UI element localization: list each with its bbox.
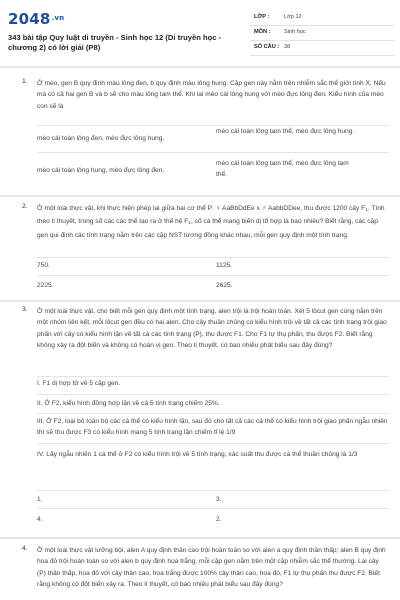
meta-value: 38 [284,44,291,50]
question-divider [0,195,400,197]
question-divider [0,537,400,539]
option-divider [37,275,389,276]
subscript: 1 [365,208,368,213]
statement-divider [37,413,389,414]
option-a[interactable]: 750. [37,262,50,269]
question-text: Ở mèo, gen B quy định màu lông đen, b quy định màu lông hung. Cặp gen này nằm trên nhiễm sắc thể giới tính X. Nếu mà có cả hai gen B và b sẽ cho màu lông tam thể. Khi lai mèo cái lông hung với mèo đực lông đen. Kiểu hình của mèo con sẽ là [37,80,386,110]
question-divider [0,300,400,302]
option-b[interactable]: 3. [216,496,222,503]
option-divider [37,508,389,509]
question-1 [8,78,394,190]
statement-divider [37,443,389,444]
subscript: 1 [188,221,191,227]
option-divider [37,257,389,258]
question-number: 4. [22,545,28,552]
question-number: 2. [22,203,28,210]
question-number: 3. [22,306,28,313]
option-a[interactable]: 1. [37,496,43,503]
option-d[interactable]: 2. [216,516,222,523]
logo-text: 2048 [8,10,51,28]
logo-suffix: .vn [51,14,65,22]
option-d[interactable]: mèo cái toàn lông tam thể, mèo đực lông tam thể. [216,160,349,179]
meta-row-class [250,11,395,26]
meta-value: Sinh học [284,29,306,35]
option-b[interactable]: mèo cái toàn lông tam thể, mèo đực lông hung. [216,128,355,135]
statement-divider [37,394,389,395]
document-title: 343 bài tập Quy luật di truyền - Sinh học 12 (Di truyền học - chương 2) có lời giải (P8) [8,33,222,52]
option-b[interactable]: 1125. [216,262,233,269]
option-a[interactable]: mèo cái toàn lông đen, mèo đực lông hung. [37,135,165,142]
meta-key: LỚP : [254,14,270,20]
statement-divider [37,376,389,377]
option-divider [37,152,389,153]
statement-1: I. F1 dị hợp tử về 5 cặp gen. [37,380,121,387]
statement-4: IV. Lấy ngẫu nhiên 1 cá thể ở F2 có kiểu hình trội về 5 tính trạng, xác suất thu được cá thể thuần chủng là 1/3 [37,451,358,458]
option-d[interactable]: 2625. [216,282,233,289]
option-c[interactable]: 2225. [37,282,54,289]
question-text-part: Ở một loài thực vật, khi thực hiện phép lai giữa hai cơ thể P: ♀ AaBbDdEe x ♂ AabbDDee, thu được 1200 cây F [37,205,366,212]
site-logo[interactable] [8,10,64,28]
meta-row-count [250,41,395,56]
question-text: Ở một loài thực vật, cho biết mỗi gen quy định một tính trạng, alen trội là trội hoàn toàn. Xét 5 lôcut gen cùng nằm trên một nhóm liên kết, mỗi lôcut gen đều có hai alen. Cho cây thuần chủng có kiểu hình trội về tất cả các tính trạng trội giao phấn với cây có kiểu hình lặn về tất cả các tính trạng (P), thu được F1. Cho F1 tự thụ phấn, thu được F2. Biết rằng không xảy ra đột biến và không có hoán vị gen. Theo lí thuyết, có bao nhiêu phát biểu sau đây đúng? [37,308,387,349]
question-text [37,203,389,241]
meta-row-subject [250,26,395,41]
question-4 [8,545,394,600]
statement-3: III. Ở F2, loại bỏ toàn bộ các cá thể có kiểu hình lặn, sau đó cho tất cả các cá thể có kiểu hình trội giao phấn ngẫu nhiên thì sẽ thu được F3 có kiểu hình mang 5 tính trạng lặn chiếm tỉ lệ 1/9 [37,418,388,437]
meta-key: MÔN : [254,29,271,35]
question-2 [8,203,394,303]
meta-key: SỐ CÂU : [254,44,280,50]
question-text-part: , số cá thể mang biến dị tổ hợp là bao nhiêu? Biết rằng, các cặp gen qui định các tính trạng nằm trên các cặp NST tương đồng khác nhau, mỗi gen quy định một tính trạng. [37,218,378,239]
question-text-part: . Tính theo lí thuyết, trong số các các thể tạo ra ở thế hệ F [37,205,385,226]
meta-table [250,11,395,56]
option-divider [37,490,389,491]
option-c[interactable]: 4. [37,516,43,523]
statement-2: II. Ở F2, kiểu hình đồng hợp lặn về cả 5 tính trạng chiếm 25%. [37,400,220,407]
question-text: Ở một loài thực vật lưỡng bội, alen A quy định thân cao trội hoàn toàn so với alen a quy định thân thấp; alen B quy định hoa đỏ trội hoàn toàn so với alen b quy định hoa trắng, mỗi cặp gen nằm trên một cặp nhiễm sắc thể thường. Lai cây (P) thân thấp, hoa đỏ với cây thân cao, hoa trắng được 100% cây thân cao, hoa đỏ, F1 tự thụ phấn thu được F2. Biết rằng không có đột biến xảy ra. Theo lí thuyết, có bao nhiêu phát biểu sau đây đúng? [37,547,386,588]
question-number: 1. [22,78,28,85]
page-header [0,0,400,64]
question-3 [8,306,394,534]
header-divider [0,66,400,68]
meta-value: Lớp 12 [284,14,302,20]
option-c[interactable]: mèo cái toàn lông hung, mèo đực lông đen. [37,167,165,174]
